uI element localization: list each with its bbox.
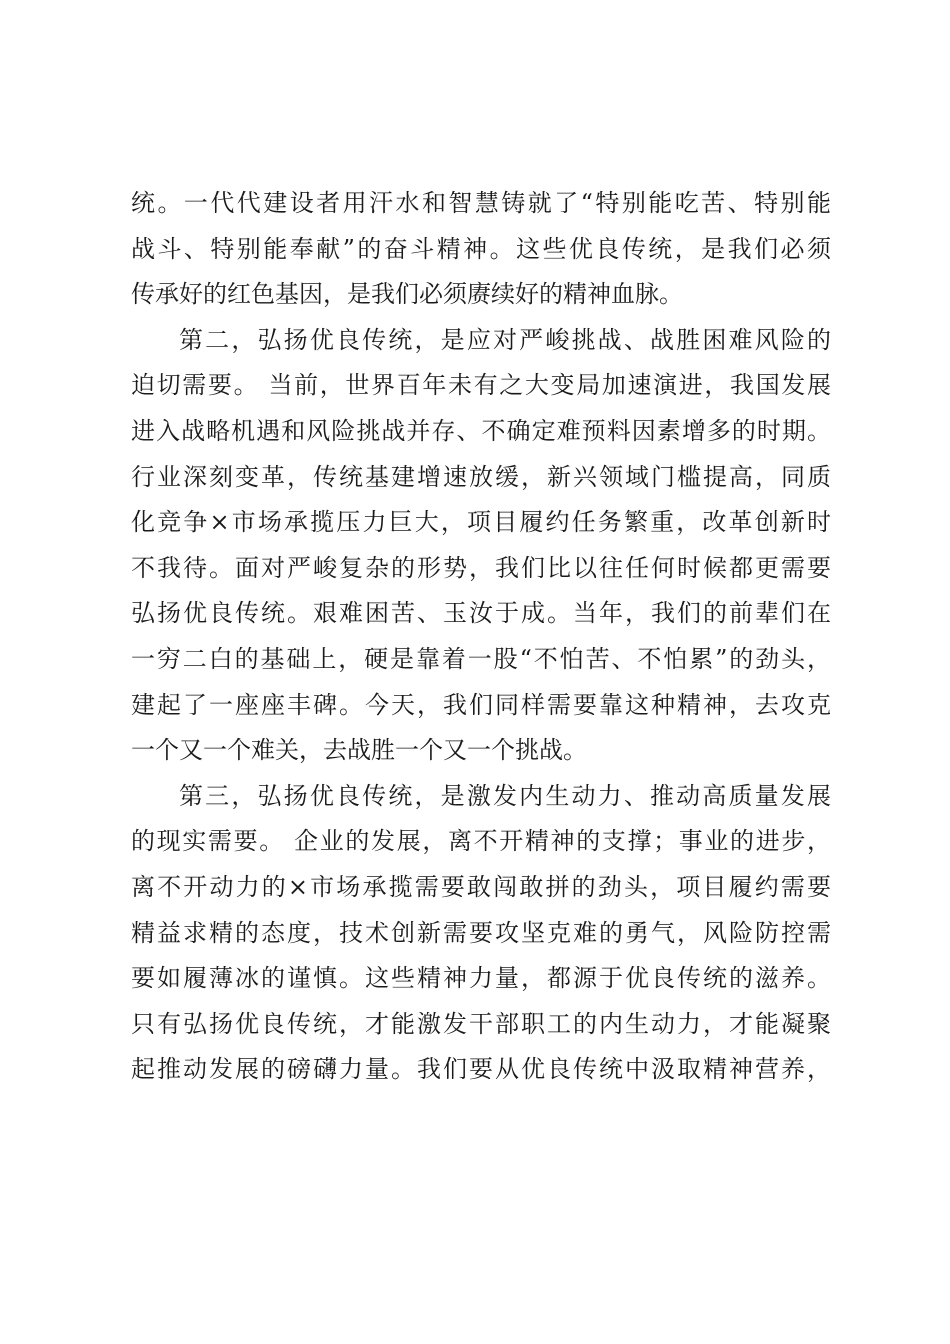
text-line: 弘扬优良传统。艰难困苦、玉汝于成。当年，我们的前辈们在	[131, 599, 831, 628]
text-line: 第三，弘扬优良传统，是激发内生动力、推动高质量发展	[179, 781, 831, 810]
text-line: 进入战略机遇和风险挑战并存、不确定难预料因素增多的时期。	[131, 416, 831, 445]
text-line: 统。一代代建设者用汗水和智慧铸就了“特别能吃苦、特别能	[131, 189, 831, 217]
text-line: 一个又一个难关，去战胜一个又一个挑战。	[131, 736, 587, 765]
text-line: 起推动发展的磅礴力量。我们要从优良传统中汲取精神营养，	[131, 1055, 831, 1084]
text-line: 一穷二白的基础上，硬是靠着一股“不怕苦、不怕累”的劲头，	[131, 644, 831, 673]
document-body	[131, 181, 831, 1093]
text-line: 只有弘扬优良传统，才能激发干部职工的内生动力，才能凝聚	[131, 1009, 831, 1038]
text-line: 化竞争×市场承揽压力巨大，项目履约任务繁重，改革创新时	[131, 508, 831, 537]
text-line: 精益求精的态度，技术创新需要攻坚克难的勇气，风险防控需	[131, 918, 831, 947]
paragraph-1	[131, 181, 831, 318]
text-line: 不我待。面对严峻复杂的形势，我们比以往任何时候都更需要	[131, 553, 831, 582]
text-line: 的现实需要。 企业的发展，离不开精神的支撑；事业的进步，	[131, 827, 831, 856]
text-line: 传承好的红色基因，是我们必须赓续好的精神血脉。	[131, 280, 683, 309]
paragraph-3	[131, 774, 831, 1093]
text-line: 要如履薄冰的谨慎。这些精神力量，都源于优良传统的滋养。	[131, 964, 831, 993]
text-line: 离不开动力的×市场承揽需要敢闯敢拼的劲头，项目履约需要	[131, 872, 831, 901]
text-line: 第二，弘扬优良传统，是应对严峻挑战、战胜困难风险的	[179, 325, 831, 354]
text-line: 迫切需要。 当前，世界百年未有之大变局加速演进，我国发展	[131, 371, 831, 400]
text-line: 建起了一座座丰碑。今天，我们同样需要靠这种精神，去攻克	[131, 690, 831, 719]
text-line: 行业深刻变革，传统基建增速放缓，新兴领域门槛提高，同质	[131, 462, 831, 491]
text-line: 战斗、特别能奉献”的奋斗精神。这些优良传统，是我们必须	[131, 234, 831, 263]
paragraph-2	[131, 318, 831, 774]
